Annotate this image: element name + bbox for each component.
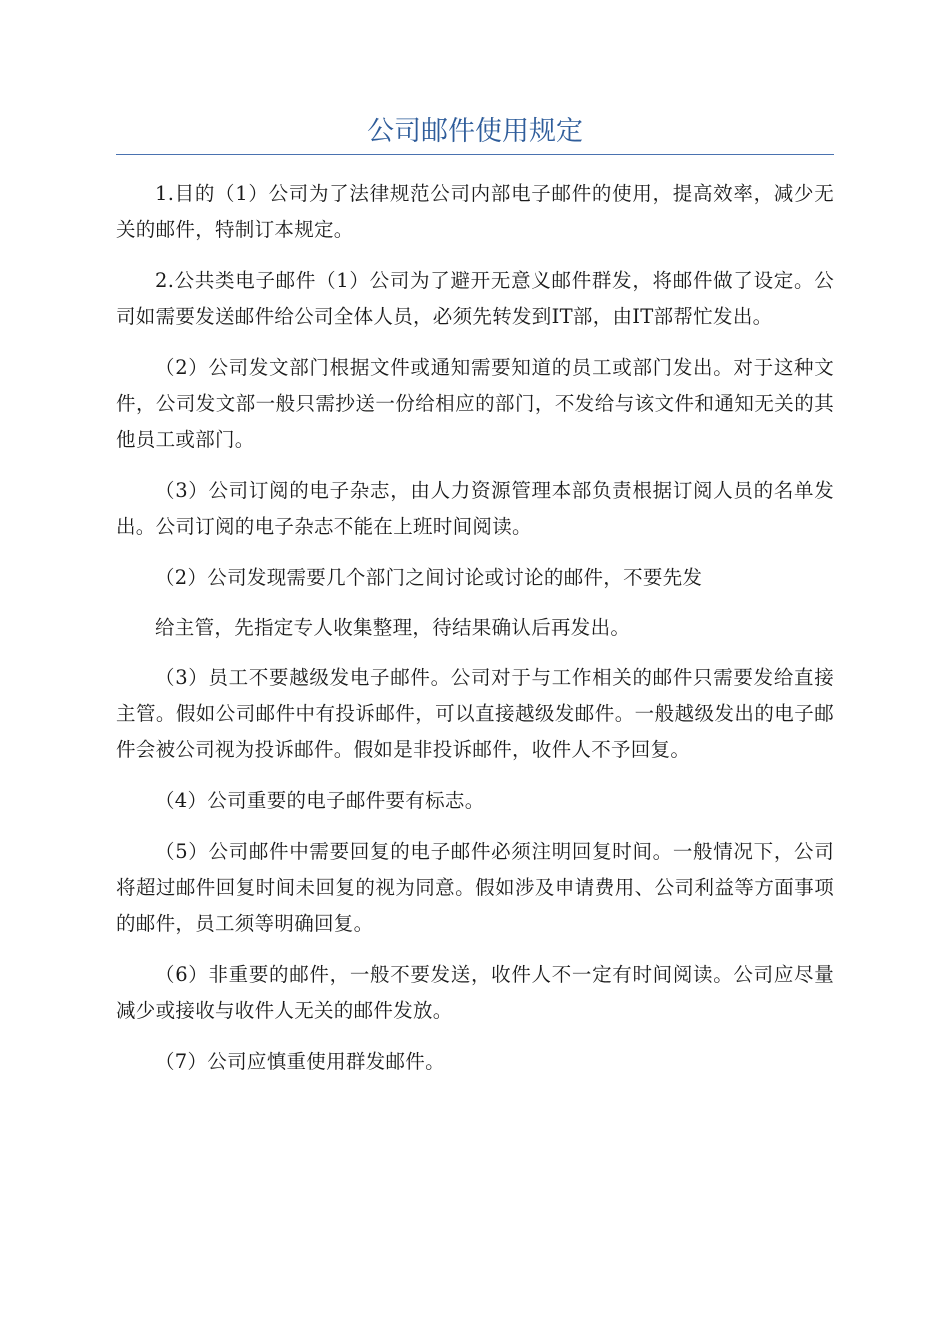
document-body (116, 176, 834, 1095)
paragraph-department-notice: （2）公司发文部门根据文件或通知需要知道的员工或部门发出。对于这种文件，公司发文部一般只需抄送一份给相应的部门，不发给与该文件和通知无关的其他员工或部门。 (116, 356, 834, 451)
paragraph-public-email: 2.公共类电子邮件（1）公司为了避开无意义邮件群发，将邮件做了设定。公司如需要发送邮件给公司全体人员，必须先转发到IT部，由IT部帮忙发出。 (116, 269, 834, 328)
paragraph-important-mark: （4）公司重要的电子邮件要有标志。 (155, 789, 485, 812)
title-underline (116, 154, 834, 155)
paragraph-discussion-continued: 给主管，先指定专人收集整理，待结果确认后再发出。 (155, 616, 631, 639)
paragraph-mass-mail: （7）公司应慎重使用群发邮件。 (155, 1050, 445, 1073)
paragraph-purpose: 1.目的（1）公司为了法律规范公司内部电子邮件的使用，提高效率，减少无关的邮件，特制订本规定。 (116, 182, 834, 241)
paragraph-e-magazine: （3）公司订阅的电子杂志，由人力资源管理本部负责根据订阅人员的名单发出。公司订阅的电子杂志不能在上班时间阅读。 (116, 479, 834, 538)
document-title: 公司邮件使用规定 (367, 116, 583, 147)
paragraph-reply-time: （5）公司邮件中需要回复的电子邮件必须注明回复时间。一般情况下，公司将超过邮件回复时间未回复的视为同意。假如涉及申请费用、公司利益等方面事项的邮件，员工须等明确回复。 (116, 840, 834, 935)
paragraph-discussion: （2）公司发现需要几个部门之间讨论或讨论的邮件，不要先发 (155, 566, 703, 589)
paragraph-no-skip-level: （3）员工不要越级发电子邮件。公司对于与工作相关的邮件只需要发给直接主管。假如公司邮件中有投诉邮件，可以直接越级发邮件。一般越级发出的电子邮件会被公司视为投诉邮件。假如是非投诉邮件，收件人不予回复。 (116, 666, 834, 761)
paragraph-non-important: （6）非重要的邮件，一般不要发送，收件人不一定有时间阅读。公司应尽量减少或接收与收件人无关的邮件发放。 (116, 963, 834, 1022)
